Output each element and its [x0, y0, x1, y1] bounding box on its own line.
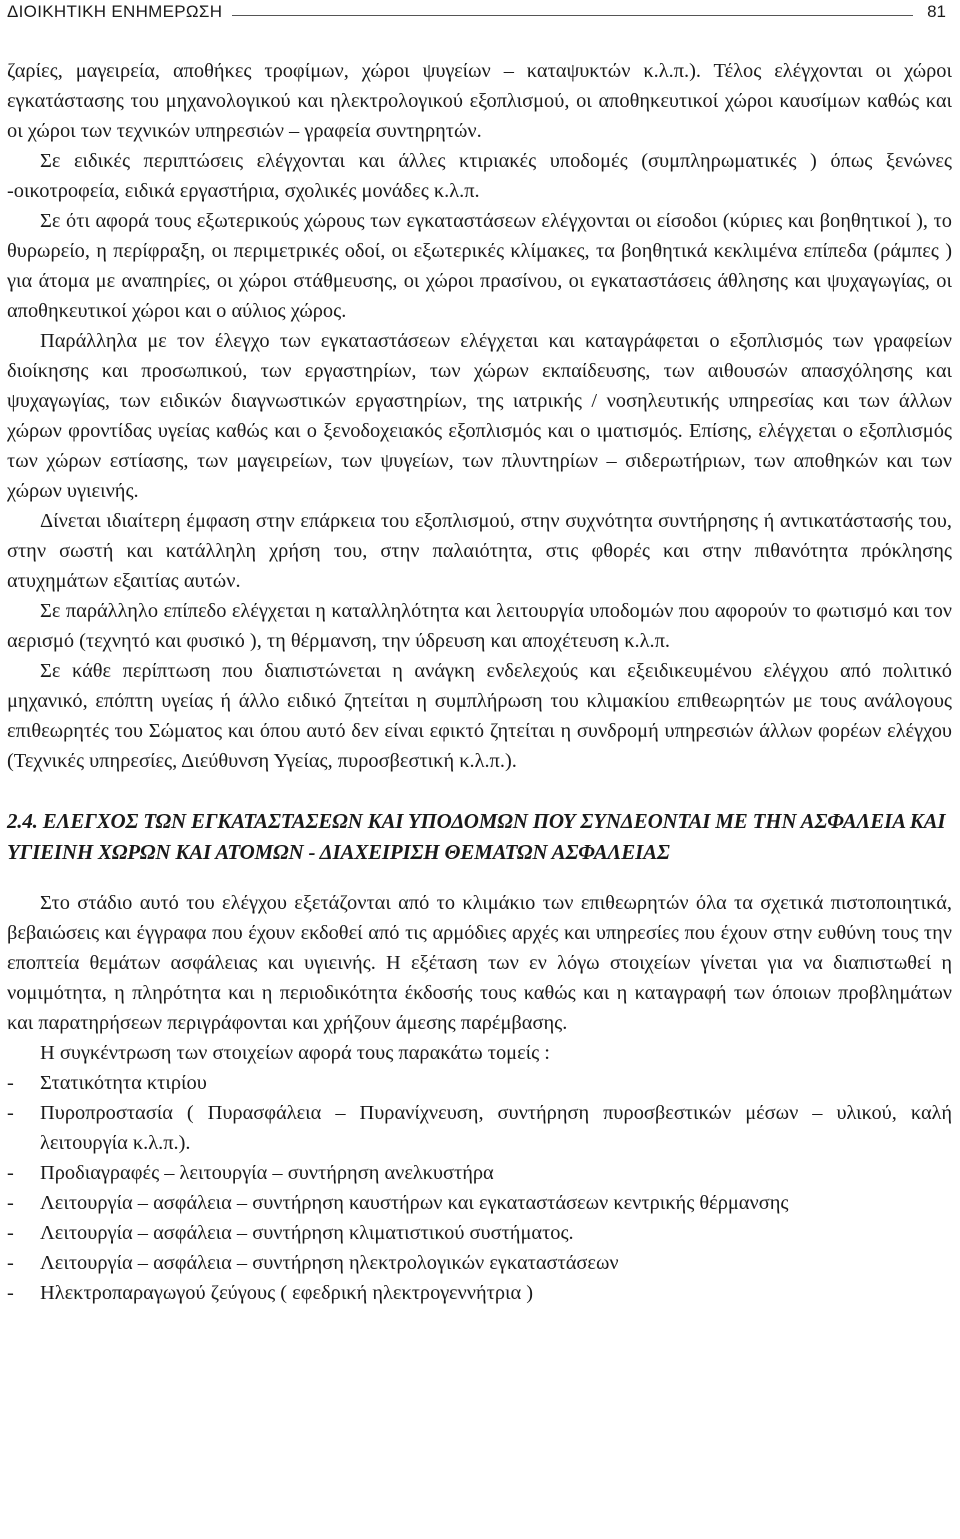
list-marker: -	[7, 1282, 14, 1304]
header-rule	[232, 15, 913, 16]
list-marker: -	[7, 1162, 14, 1184]
list-item	[7, 1188, 952, 1218]
list-item-text: Λειτουργία – ασφάλεια – συντήρηση κλιματιστικού συστήματος.	[40, 1222, 574, 1244]
paragraph-continued: ζαρίες, μαγειρεία, αποθήκες τροφίμων, χώροι ψυγείων – καταψυκτών κ.λ.π.). Τέλος ελέγχονται οι χώροι εγκατάστασης του μηχανολογικού και ηλεκτρολογικού εξοπλισμού, οι αποθηκευτικοί χώροι καυσίμων καθώς και οι χώροι των τεχνικών υπηρεσιών – γραφεία συντηρητών.	[7, 60, 952, 142]
paragraph: Σε ειδικές περιπτώσεις ελέγχονται και άλλες κτιριακές υποδομές (συμπληρωματικές ) όπως ξενώνες -οικοτροφεία, ειδικά εργαστήρια, σχολικές μονάδες κ.λ.π.	[7, 150, 952, 202]
list-item-text: Ηλεκτροπαραγωγού ζεύγους ( εφεδρική ηλεκτρογεννήτρια )	[40, 1282, 534, 1304]
sector-list	[7, 1068, 952, 1308]
list-item-text: Πυροπροστασία ( Πυρασφάλεια – Πυρανίχνευση, συντήρηση πυροσβεστικών μέσων – υλικού, καλή λειτουργία κ.λ.π.).	[40, 1102, 952, 1154]
list-item	[7, 1098, 952, 1158]
list-marker: -	[7, 1252, 14, 1274]
list-marker: -	[7, 1222, 14, 1244]
list-item	[7, 1278, 952, 1308]
list-item-text: Στατικότητα κτιρίου	[40, 1072, 207, 1094]
paragraph: Η συγκέντρωση των στοιχείων αφορά τους παρακάτω τομείς :	[40, 1042, 550, 1064]
list-item-text: Λειτουργία – ασφάλεια – συντήρηση καυστήρων και εγκαταστάσεων κεντρικής θέρμανσης	[40, 1192, 789, 1214]
list-marker: -	[7, 1192, 14, 1214]
section-heading: 2.4. ΕΛΕΓΧΟΣ ΤΩΝ ΕΓΚΑΤΑΣΤΑΣΕΩΝ ΚΑΙ ΥΠΟΔΟΜΩΝ ΠΟΥ ΣΥΝΔΕΟΝΤΑΙ ΜΕ ΤΗΝ ΑΣΦΑΛΕΙΑ ΚΑΙ ΥΓΙΕΙΝΗ ΧΩΡΩΝ ΚΑΙ ΑΤΟΜΩΝ - ΔΙΑΧΕΙΡΙΣΗ ΘΕΜΑΤΩΝ ΑΣΦΑΛΕΙΑΣ	[7, 809, 946, 864]
page-number: 81	[927, 2, 946, 21]
list-item	[7, 1248, 952, 1278]
list-item-text: Λειτουργία – ασφάλεια – συντήρηση ηλεκτρολογικών εγκαταστάσεων	[40, 1252, 619, 1274]
list-item	[7, 1218, 952, 1248]
list-item	[7, 1158, 952, 1188]
paragraph: Σε ότι αφορά τους εξωτερικούς χώρους των εγκαταστάσεων ελέγχονται οι είσοδοι (κύριες και βοηθητικοί ), το θυρωρείο, η περίφραξη, οι περιμετρικές οδοί, οι εξωτερικές κλίμακες, τα βοηθητικά κεκλιμένα επίπεδα (ράμπες ) για άτομα με αναπηρίες, οι χώροι στάθμευσης, οι χώροι πρασίνου, οι εγκαταστάσεις άθλησης και ψυχαγωγίας, οι αποθηκευτικοί χώροι και ο αύλιος χώρος.	[7, 210, 952, 322]
paragraph: Σε κάθε περίπτωση που διαπιστώνεται η ανάγκη ενδελεχούς και εξειδικευμένου ελέγχου από πολιτικό μηχανικό, επόπτη υγείας ή άλλο ειδικό ζητείται η συμπλήρωση του κλιμακίου επιθεωρητών με τους ανάλογους επιθεωρητές του Σώματος και όπου αυτό δεν είναι εφικτό ζητείται η συνδρομή υπηρεσιών άλλων φορέων ελέγχου (Τεχνικές υπηρεσίες, Διεύθυνση Υγείας, πυροσβεστική κ.λ.π.).	[7, 660, 952, 772]
list-marker: -	[7, 1102, 14, 1124]
list-marker: -	[7, 1072, 14, 1094]
document-body	[7, 56, 952, 1308]
list-item	[7, 1068, 952, 1098]
paragraph: Στο στάδιο αυτό του ελέγχου εξετάζονται από το κλιμάκιο των επιθεωρητών όλα τα σχετικά πιστοποιητικά, βεβαιώσεις και έγγραφα που έχουν εκδοθεί από τις αρμόδιες αρχές και υπηρεσίες που έχουν στην ευθύνη τους την εποπτεία θεμάτων ασφάλειας και υγιεινής. Η εξέταση των εν λόγω στοιχείων γίνεται για να διαπιστωθεί η νομιμότητα, η πληρότητα και η περιοδικότητα έκδοσής τους καθώς και η καταγραφή των όποιων προβλημάτων και παρατηρήσεων περιγράφονται και χρήζουν άμεσης παρέμβασης.	[7, 892, 952, 1034]
running-header	[7, 0, 952, 22]
header-title: ΔΙΟΙΚΗΤΙΚΗ ΕΝΗΜΕΡΩΣΗ	[7, 2, 223, 21]
paragraph: Σε παράλληλο επίπεδο ελέγχεται η καταλληλότητα και λειτουργία υποδομών που αφορούν το φωτισμό και τον αερισμό (τεχνητό και φυσικό ), τη θέρμανση, την ύδρευση και αποχέτευση κ.λ.π.	[7, 600, 952, 652]
paragraph: Παράλληλα με τον έλεγχο των εγκαταστάσεων ελέγχεται και καταγράφεται ο εξοπλισμός των γραφείων διοίκησης και προσωπικού, των εργαστηρίων, των χώρων εκπαίδευσης, των αιθουσών απασχόλησης και ψυχαγωγίας, των ειδικών διαγνωστικών εργαστηρίων, της ιατρικής / νοσηλευτικής υπηρεσίας και των άλλων χώρων φροντίδας υγείας καθώς και ο ξενοδοχειακός εξοπλισμός και ο ιματισμός. Επίσης, ελέγχεται ο εξοπλισμός των χώρων εστίασης, των μαγειρείων, των ψυγείων, των πλυντηρίων – σιδερωτήριων, των αποθηκών και των χώρων υγιεινής.	[7, 330, 952, 502]
paragraph: Δίνεται ιδιαίτερη έμφαση στην επάρκεια του εξοπλισμού, στην συχνότητα συντήρησης ή αντικατάστασής του, στην σωστή και κατάλληλη χρήση του, στην παλαιότητα, στις φθορές και στην πιθανότητα πρόκλησης ατυχημάτων εξαιτίας αυτών.	[7, 510, 952, 592]
list-item-text: Προδιαγραφές – λειτουργία – συντήρηση ανελκυστήρα	[40, 1162, 494, 1184]
